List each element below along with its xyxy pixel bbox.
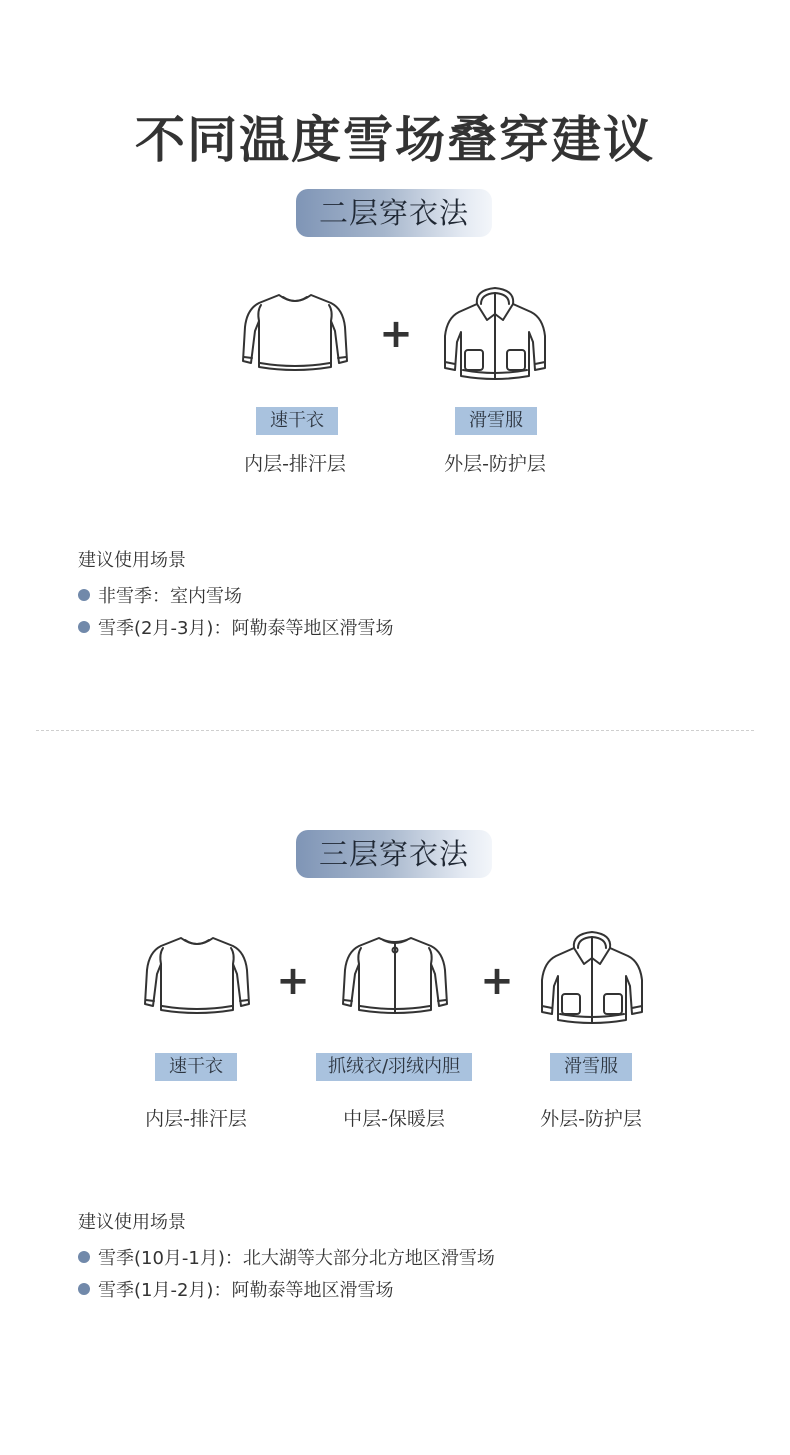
scene-text: 雪季(10月-1月)：北大湖等大部分北方地区滑雪场 <box>98 1248 495 1269</box>
section-divider <box>36 730 754 731</box>
scene-text: 雪季(2月-3月)：阿勒泰等地区滑雪场 <box>98 618 394 639</box>
scene-item <box>78 614 393 640</box>
tag-ski-suit: 滑雪服 <box>550 1053 632 1081</box>
scene-text: 非雪季：室内雪场 <box>98 586 242 607</box>
plus-icon: + <box>480 958 514 1004</box>
bullet-dot <box>78 589 90 601</box>
tag-fleece-down-liner: 抓绒衣/羽绒内胆 <box>316 1053 472 1081</box>
two-layer-pill: 二层穿衣法 <box>296 189 492 237</box>
scene-item <box>78 582 242 608</box>
layer-middle: 中层-保暖层 <box>343 1108 445 1130</box>
scene-text: 雪季(1月-2月)：阿勒泰等地区滑雪场 <box>98 1280 394 1301</box>
bullet-dot <box>78 1251 90 1263</box>
bullet-dot <box>78 621 90 633</box>
scene-item <box>78 1244 495 1270</box>
layer-outer: 外层-防护层 <box>444 453 546 475</box>
zip-fleece-icon <box>335 930 455 1030</box>
sweater-icon <box>137 930 257 1030</box>
layer-inner: 内层-排汗层 <box>145 1108 247 1130</box>
plus-icon: + <box>379 311 413 357</box>
layer-inner: 内层-排汗层 <box>244 453 346 475</box>
sweater-icon <box>235 287 355 387</box>
ski-jacket-icon <box>435 284 555 384</box>
ski-jacket-icon <box>532 928 652 1028</box>
scene-heading: 建议使用场景 <box>78 1212 186 1233</box>
three-layer-pill: 三层穿衣法 <box>296 830 492 878</box>
bullet-dot <box>78 1283 90 1295</box>
scene-heading: 建议使用场景 <box>78 550 186 571</box>
scene-item <box>78 1276 393 1302</box>
tag-ski-suit: 滑雪服 <box>455 407 537 435</box>
tag-quick-dry: 速干衣 <box>155 1053 237 1081</box>
plus-icon: + <box>276 958 310 1004</box>
page-title: 不同温度雪场叠穿建议 <box>135 111 655 169</box>
tag-quick-dry: 速干衣 <box>256 407 338 435</box>
layer-outer: 外层-防护层 <box>540 1108 642 1130</box>
